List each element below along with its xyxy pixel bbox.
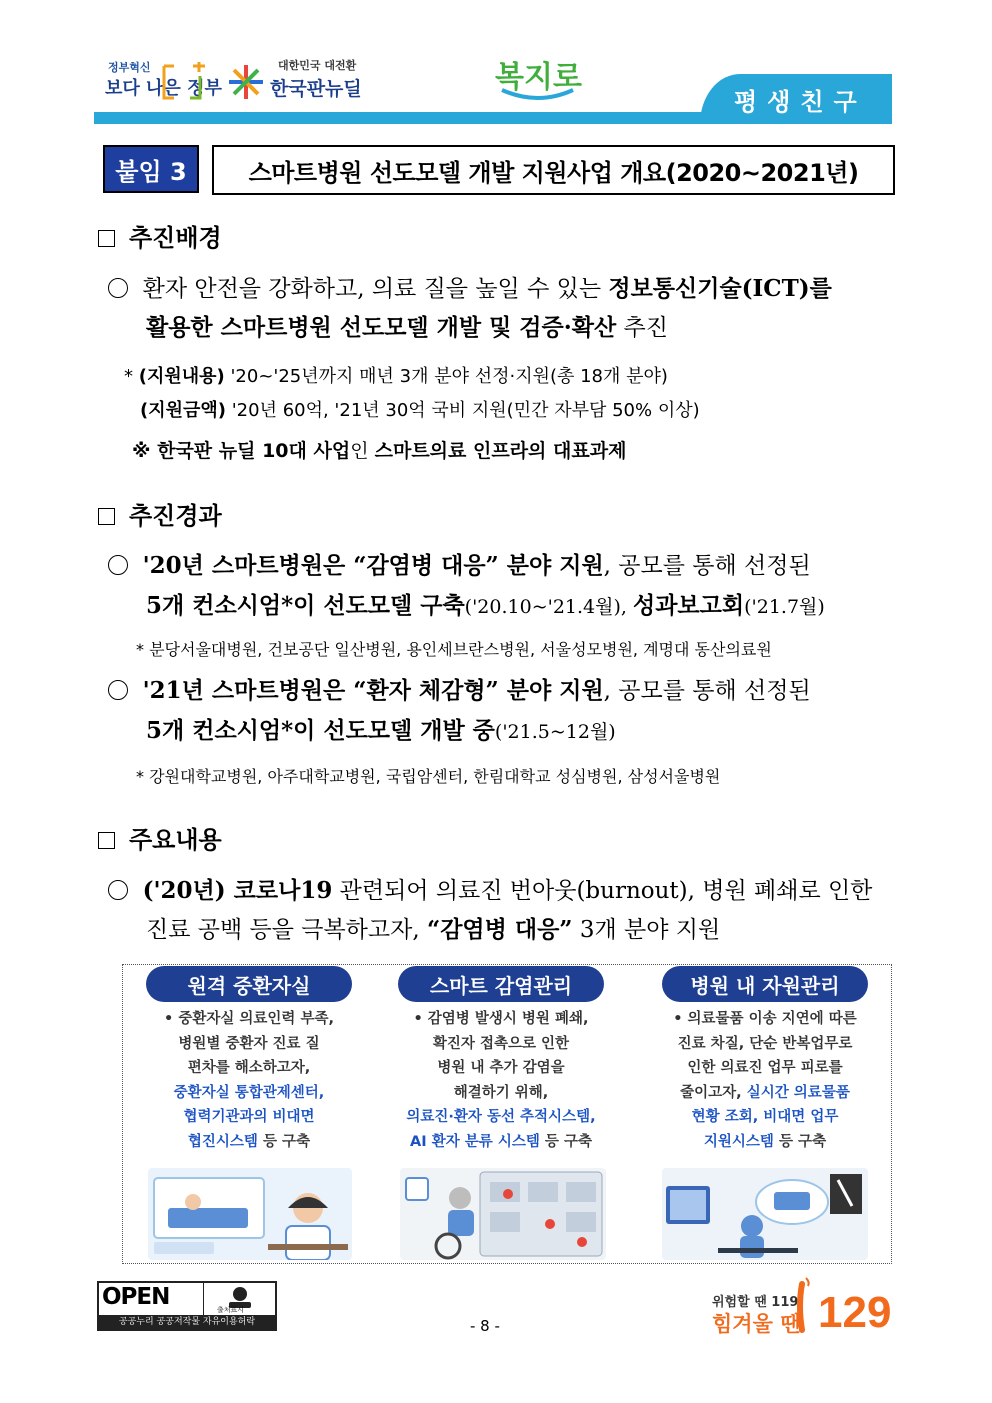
badge-divider [203,1283,204,1315]
page-number: - 8 - [470,1317,500,1335]
bullet-circle-icon [108,880,128,900]
logo-new-deal: 한국판뉴딜 [270,78,362,100]
panel-title-resource-management: 병원 내 자원관리 [662,966,868,1002]
progress-2021-line-1: '21년 스마트병원은 “환자 체감형” 분야 지원, 공모를 통해 선정된 [108,678,811,704]
checkbox-icon [98,832,115,849]
attachment-badge: 붙임 3 [103,145,199,193]
panel-text-infection-control: • 감염병 발생시 병원 폐쇄, 확진자 접촉으로 인한 병원 내 추가 감염을 해결하기 위해, 의료진·환자 동선 추적시스템, AI 환자 분류 시스템 등 구축 [406,1011,596,1150]
section-heading-main-content: 주요내용 [98,820,222,855]
new-deal-star-icon [226,62,266,102]
illustration-infection-control [400,1168,606,1260]
logo-new-deal-tag: 대한민국 대전환 [278,59,357,72]
hotline-119-text: 위험할 땐 119 [712,1295,799,1310]
paragraph-background-2: 활용한 스마트병원 선도모델 개발 및 검증·확산 추진 [146,314,668,341]
bokjiro-smile-icon [500,88,575,104]
bullet-circle-icon [108,555,128,575]
panel-title-infection-control: 스마트 감염관리 [398,966,604,1002]
section-heading-background: 추진배경 [98,218,222,253]
illustration-resource-management [662,1168,868,1260]
panel-title-remote-icu: 원격 중환자실 [146,966,352,1002]
header-tab-label: 평생친구 [734,88,867,116]
consortium-note-2021: * 강원대학교병원, 아주대학교병원, 국립암센터, 한림대학교 성심병원, 삼성서울병원 [136,767,721,786]
main-content-line-1: ('20년) 코로나19 관련되어 의료진 번아웃(burnout), 병원 폐쇄로 인한 [108,878,872,904]
bullet-circle-icon [108,680,128,700]
progress-2020-line-2: 5개 컨소시엄*이 선도모델 구축('20.10~'21.4월), 성과보고회('21.7월) [146,592,825,619]
consortium-note-2020: * 분당서울대병원, 건보공단 일산병원, 용인세브란스병원, 서울성모병원, 계명대 동산의료원 [136,640,772,659]
logo-gov-innovation: 보다 나은 정부 [105,78,222,99]
bullet-circle-icon [108,278,128,298]
open-sub-label: 공공누리 공공저작물 자유이용허락 [99,1315,275,1329]
checkbox-icon [98,508,115,525]
page-title: 스마트병원 선도모델 개발 지원사업 개요(2020~2021년) [212,145,895,195]
note-support-amount: (지원금액) '20년 60억, '21년 30억 국비 지원(민간 자부담 50% 이상) [140,400,700,421]
panel-text-resource-management: • 의료물품 이송 지연에 따른 진료 차질, 단순 반복업무로 인한 의료진 업무 피로를 줄이고자, 실시간 의료물품 현황 조회, 비대면 업무 지원시스템 등 구축 [673,1011,857,1150]
checkbox-icon [98,230,115,247]
logo-bokjiro: 복지로 [495,60,582,95]
progress-2020-line-1: '20년 스마트병원은 “감염병 대응” 분야 지원, 공모를 통해 선정된 [108,553,811,579]
hotline-129-text: 힘겨울 땐 [712,1312,801,1336]
attribution-label: 출처표시 [217,1306,245,1314]
open-label: OPEN [102,1284,170,1310]
section-heading-progress: 추진경과 [98,496,222,531]
kogl-license-badge [97,1281,277,1331]
panel-text-remote-icu: • 중환자실 의료인력 부족, 병원별 중환자 진료 질 편차를 해소하고자, 중환자실 통합관제센터, 협력기관과의 비대면 협진시스템 등 구축 [164,1011,334,1150]
reference-note: ※ 한국판 뉴딜 10대 사업인 스마트의료 인프라의 대표과제 [132,440,627,462]
illustration-remote-icu [148,1168,352,1260]
paragraph-background-1: 환자 안전을 강화하고, 의료 질을 높일 수 있는 정보통신기술(ICT)를 [108,276,832,302]
logo-bracket-icon [160,62,205,102]
note-support-content: * (지원내용) '20~'25년까지 매년 3개 분야 선정·지원(총 18개 분야) [124,366,668,387]
phone-icon [796,1276,816,1336]
logo-gov-innovation-tag: 정부혁신 [108,61,151,74]
main-content-line-2: 진료 공백 등을 극복하고자, “감염병 대응” 3개 분야 지원 [146,916,721,943]
hotline-number: 129 [818,1288,892,1337]
progress-2021-line-2: 5개 컨소시엄*이 선도모델 개발 중('21.5~12월) [146,717,616,744]
